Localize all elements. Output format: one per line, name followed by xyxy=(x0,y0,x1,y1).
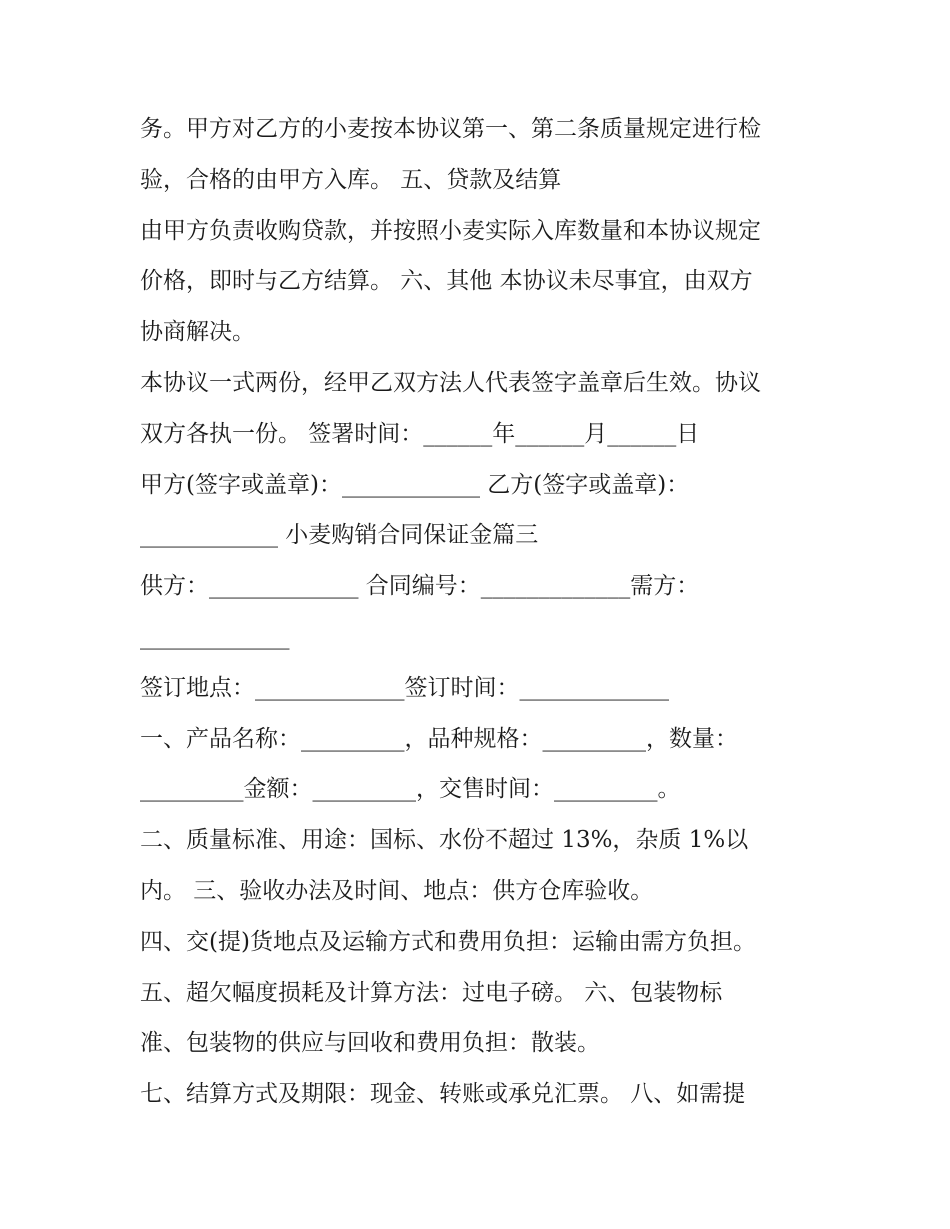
text-line: 签订地点：_____________签订时间：_____________ xyxy=(140,674,669,701)
text-line: 由甲方负责收购贷款，并按照小麦实际入库数量和本协议规定 xyxy=(140,217,761,244)
text-line: 内。 三、验收办法及时间、地点：供方仓库验收。 xyxy=(140,877,654,904)
text-line: 价格，即时与乙方结算。 六、其他 本协议未尽事宜，由双方 xyxy=(140,268,753,295)
text-line: 二、质量标准、用途：国标、水份不超过 13%，杂质 1%以 xyxy=(140,827,749,854)
text-line: 七、结算方式及期限：现金、转账或承兑汇票。 八、如需提 xyxy=(140,1081,746,1108)
text-line: 一、产品名称：_________，品种规格：_________，数量： xyxy=(140,725,738,752)
document-body xyxy=(140,104,830,1120)
text-line: _________金额：_________，交售时间：_________。 xyxy=(140,776,681,803)
text-line: 甲方(签字或盖章)：____________ 乙方(签字或盖章)： xyxy=(140,471,690,498)
text-line: 本协议一式两份，经甲乙双方法人代表签字盖章后生效。协议 xyxy=(140,369,761,396)
text-line: 四、交(提)货地点及运输方式和费用负担：运输由需方负担。 xyxy=(140,928,756,955)
text-line: 准、包装物的供应与回收和费用负担：散装。 xyxy=(140,1030,600,1057)
text-line: 验，合格的由甲方入库。 五、贷款及结算 xyxy=(140,166,562,193)
text-line: _____________ xyxy=(140,623,290,650)
text-line: 协商解决。 xyxy=(140,319,255,346)
text-line: 供方：_____________ 合同编号：_____________需方： xyxy=(140,573,700,600)
text-line: 五、超欠幅度损耗及计算方法：过电子磅。 六、包装物标 xyxy=(140,979,723,1006)
text-line: ____________ 小麦购销合同保证金篇三 xyxy=(140,522,539,549)
text-line: 务。甲方对乙方的小麦按本协议第一、第二条质量规定进行检 xyxy=(140,116,761,142)
text-line: 双方各执一份。 签署时间：______年______月______日 xyxy=(140,420,700,447)
